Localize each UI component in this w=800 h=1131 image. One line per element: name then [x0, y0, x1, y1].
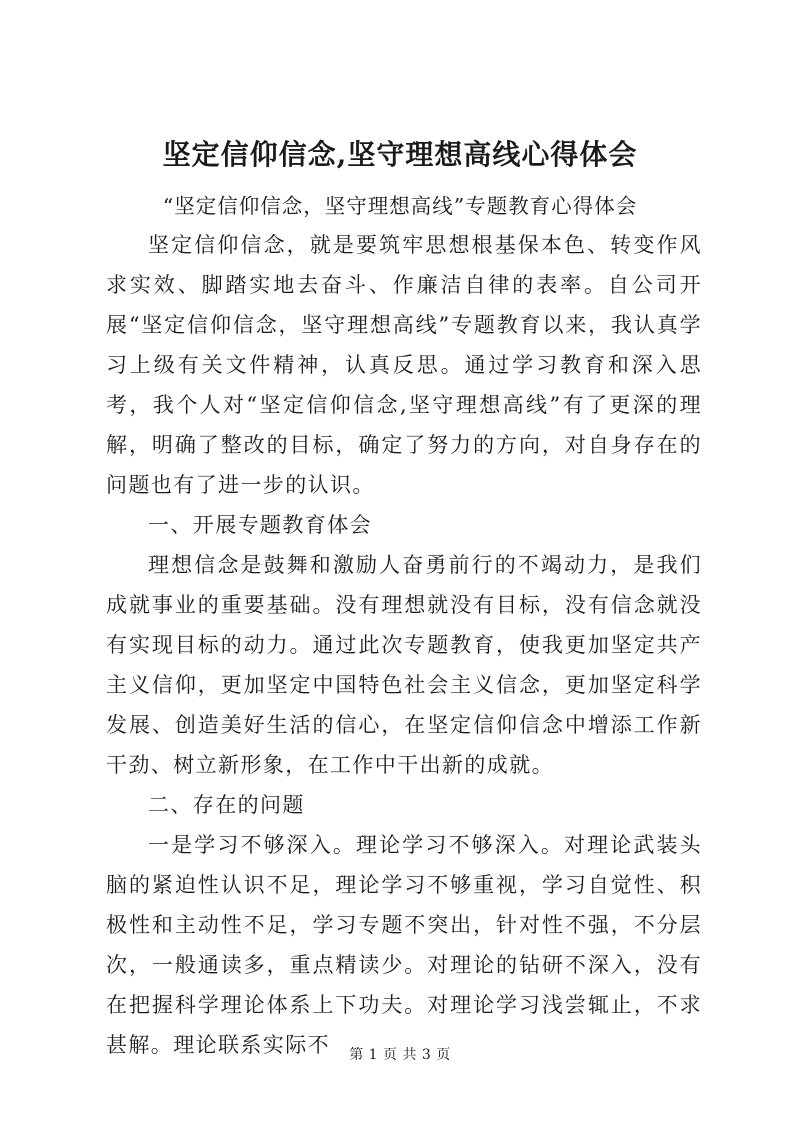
paragraph-intro: 坚定信仰信念，就是要筑牢思想根基保本色、转变作风求实效、脚踏实地去奋斗、作廉洁自律的表率。自公司开展“坚定信仰信念，坚守理想高线”专题教育以来，我认真学习上级有关文件精神，认真反思。通过学习教育和深入思考，我个人对“坚定信仰信念,坚守理想高线”有了更深的理解，明确了整改的目标，确定了努力的方向，对自身存在的问题也有了进一步的认识。 — [106, 233, 702, 497]
document-body — [106, 225, 702, 1065]
paragraph-section-2: 一是学习不够深入。理论学习不够深入。对理论武装头脑的紧迫性认识不足，理论学习不够重视，学习自觉性、积极性和主动性不足，学习专题不突出，针对性不强，不分层次，一般通读多，重点精读少。对理论的钻研不深入，没有在把握科学理论体系上下功夫。对理论学习浅尝辄止，不求甚解。理论联系实际不 — [106, 833, 702, 1057]
paragraph-section-1: 理想信念是鼓舞和激励人奋勇前行的不竭动力，是我们成就事业的重要基础。没有理想就没有目标，没有信念就没有实现目标的动力。通过此次专题教育，使我更加坚定共产主义信仰，更加坚定中国特色社会主义信念，更加坚定科学发展、创造美好生活的信心，在坚定信仰信念中增添工作新干劲、树立新形象，在工作中干出新的成就。 — [106, 553, 702, 777]
document-subtitle: “坚定信仰信念，坚守理想高线”专题教育心得体会 — [162, 194, 638, 218]
section-heading-2: 二、存在的问题 — [148, 793, 305, 817]
page-number-footer: 第 1 页 共 3 页 — [349, 1047, 451, 1063]
section-heading-1: 一、开展专题教育体会 — [148, 513, 372, 537]
document-title: 坚定信仰信念,坚守理想高线心得体会 — [162, 138, 638, 171]
